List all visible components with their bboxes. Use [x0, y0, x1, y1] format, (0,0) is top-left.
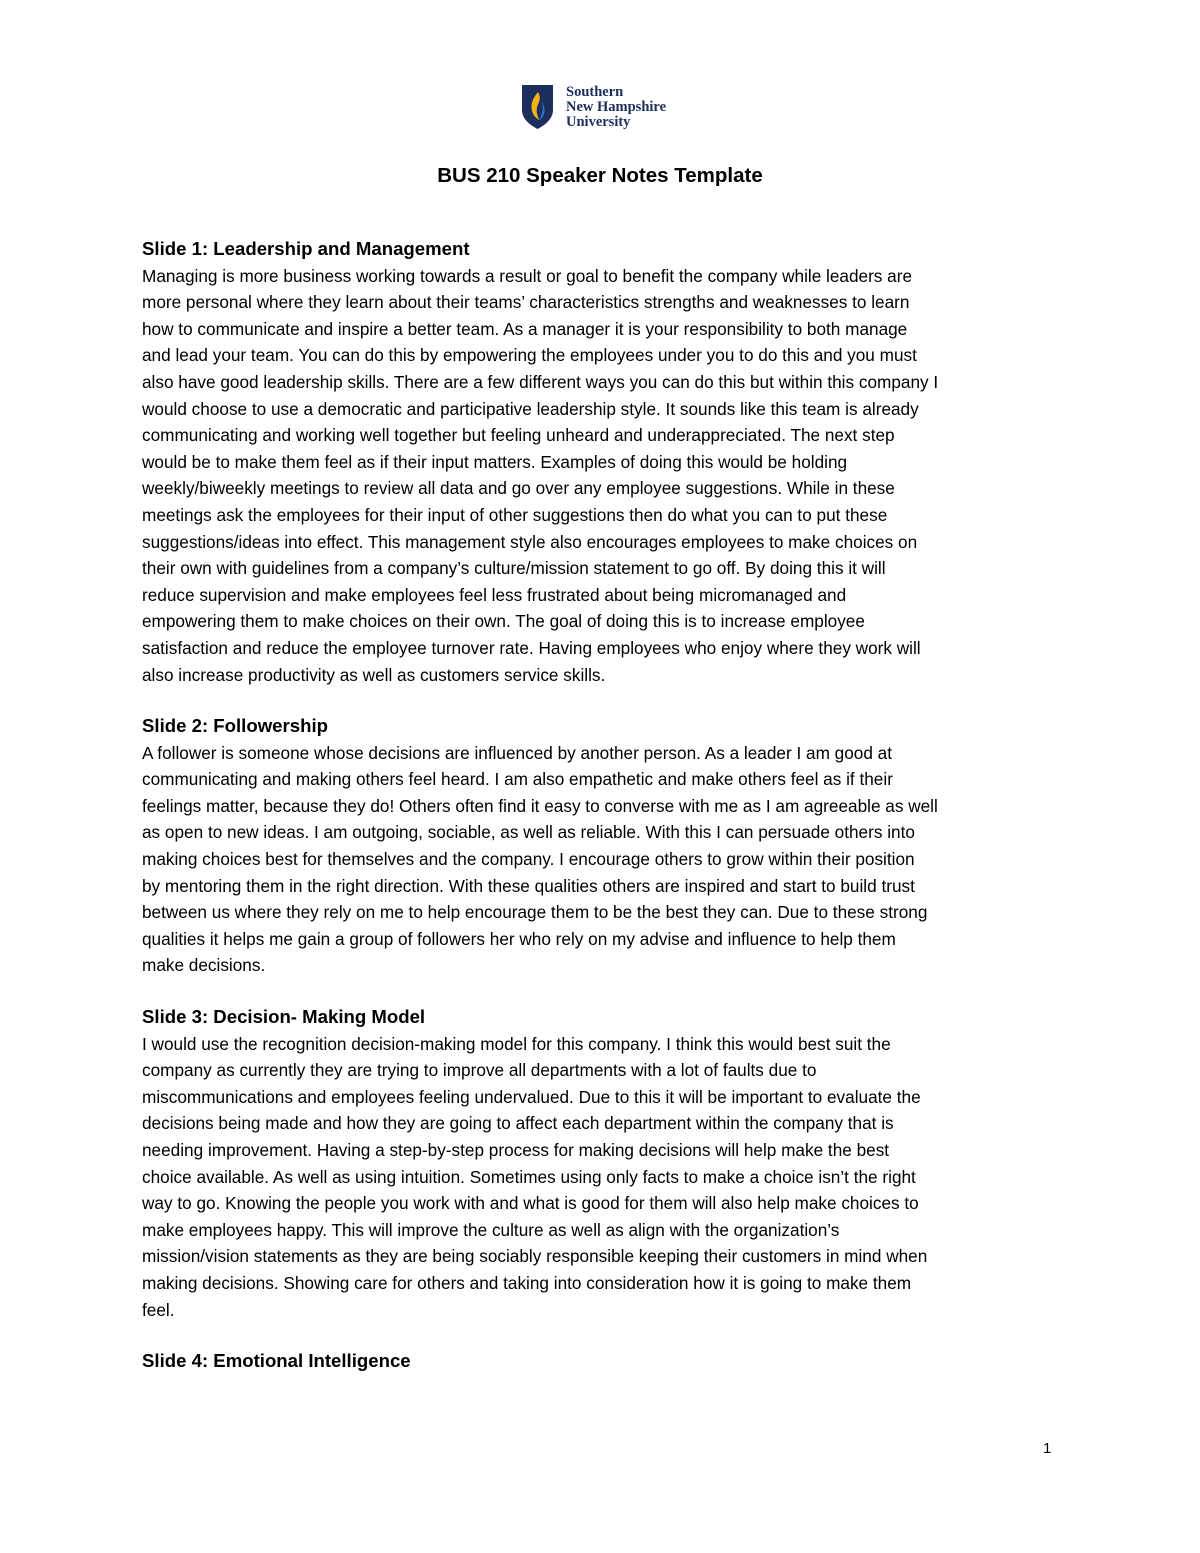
- paragraph-line: Managing is more business working towards a result or goal to benefit the company while leaders are: [142, 265, 913, 286]
- paragraph-line: how to communicate and inspire a better team. As a manager it is your responsibility to both manage: [142, 318, 908, 339]
- paragraph-line: weekly/biweekly meetings to review all data and go over any employee suggestions. While in these: [142, 478, 895, 499]
- paragraph-line: between us where they rely on me to help encourage them to be the best they can. Due to these strong: [142, 902, 928, 923]
- logo-wordmark: [566, 85, 666, 130]
- paragraph-line: making choices best for themselves and the company. I encourage others to grow within their position: [142, 849, 915, 870]
- paragraph-line: also increase productivity as well as customers service skills.: [142, 664, 606, 685]
- paragraph-line: feelings matter, because they do! Others often find it easy to converse with me as I am agreeable as well: [142, 795, 938, 816]
- paragraph-line: mission/vision statements as they are being sociably responsible keeping their customers in mind when: [142, 1246, 928, 1267]
- paragraph-line: company as currently they are trying to improve all departments with a lot of faults due to: [142, 1060, 817, 1081]
- paragraph-line: their own with guidelines from a company’s culture/mission statement to go off. By doing this it will: [142, 558, 886, 579]
- paragraph-line: would be to make them feel as if their input matters. Examples of doing this would be holding: [142, 451, 848, 472]
- paragraph-line: by mentoring them in the right direction. With these qualities others are inspired and start to build trust: [142, 875, 915, 896]
- document-title: BUS 210 Speaker Notes Template: [437, 164, 763, 187]
- page-number: 1: [1043, 1440, 1052, 1457]
- section-slide-2: [142, 713, 1062, 979]
- paragraph-line: miscommunications and employees feeling undervalued. Due to this it will be important to evaluate the: [142, 1086, 921, 1107]
- paragraph-line: make decisions.: [142, 955, 266, 976]
- paragraph-line: more personal where they learn about their teams’ characteristics strengths and weaknesses to learn: [142, 292, 910, 313]
- section-heading: Slide 2: Followership: [142, 715, 328, 737]
- paragraph-line: suggestions/ideas into effect. This management style also encourages employees to make choices on: [142, 531, 918, 552]
- paragraph-line: making decisions. Showing care for others and taking into consideration how it is going to make them: [142, 1272, 912, 1293]
- paragraph-line: decisions being made and how they are going to affect each department within the company that is: [142, 1113, 894, 1134]
- section-slide-1: [142, 236, 1062, 688]
- paragraph-line: reduce supervision and make employees feel less frustrated about being micromanaged and: [142, 584, 847, 605]
- paragraph-line: communicating and making others feel heard. I am also empathetic and make others feel as if their: [142, 769, 893, 790]
- section-paragraph: [142, 263, 1062, 689]
- paragraph-line: meetings ask the employees for their input of other suggestions then do what you can to put these: [142, 504, 888, 525]
- section-paragraph: [142, 1031, 1062, 1324]
- paragraph-line: make employees happy. This will improve the culture as well as align with the organization’s: [142, 1219, 840, 1240]
- section-slide-3: [142, 1004, 1062, 1323]
- paragraph-line: I would use the recognition decision-making model for this company. I think this would best suit the: [142, 1033, 891, 1054]
- section-heading: Slide 3: Decision- Making Model: [142, 1006, 426, 1028]
- paragraph-line: way to go. Knowing the people you work with and what is good for them will also help make choices to: [142, 1193, 919, 1214]
- logo-line-1: Southern: [566, 83, 624, 100]
- section-heading: Slide 4: Emotional Intelligence: [142, 1350, 411, 1372]
- document-body: [142, 236, 1062, 1400]
- section-heading: Slide 1: Leadership and Management: [142, 238, 470, 259]
- paragraph-line: satisfaction and reduce the employee turnover rate. Having employees who enjoy where they work will: [142, 637, 921, 658]
- paragraph-line: needing improvement. Having a step-by-step process for making decisions will help make the best: [142, 1140, 890, 1160]
- section-slide-4: [142, 1348, 1062, 1375]
- paragraph-line: qualities it helps me gain a group of followers her who rely on my advise and influence to help them: [142, 928, 896, 949]
- paragraph-line: and lead your team. You can do this by empowering the employees under you to do this and you must: [142, 345, 917, 366]
- paragraph-line: as open to new ideas. I am outgoing, sociable, as well as reliable. With this I can persuade others into: [142, 822, 915, 843]
- paragraph-line: also have good leadership skills. There are a few different ways you can do this but within this company I: [142, 371, 939, 392]
- logo-line-2: New Hampshire: [566, 98, 667, 115]
- section-paragraph: [142, 740, 1062, 979]
- paragraph-line: empowering them to make choices on their own. The goal of doing this is to increase employee: [142, 611, 865, 632]
- logo-line-3: University: [566, 113, 631, 130]
- university-logo: [521, 84, 666, 130]
- paragraph-line: A follower is someone whose decisions are influenced by another person. As a leader I am good at: [142, 742, 893, 763]
- paragraph-line: feel.: [142, 1299, 175, 1320]
- paragraph-line: communicating and working well together but feeling unheard and underappreciated. The next step: [142, 425, 895, 446]
- paragraph-line: would choose to use a democratic and participative leadership style. It sounds like this team is already: [142, 398, 919, 419]
- paragraph-line: choice available. As well as using intuition. Sometimes using only facts to make a choice isn’t the right: [142, 1166, 916, 1187]
- snhu-shield-icon: [521, 84, 554, 130]
